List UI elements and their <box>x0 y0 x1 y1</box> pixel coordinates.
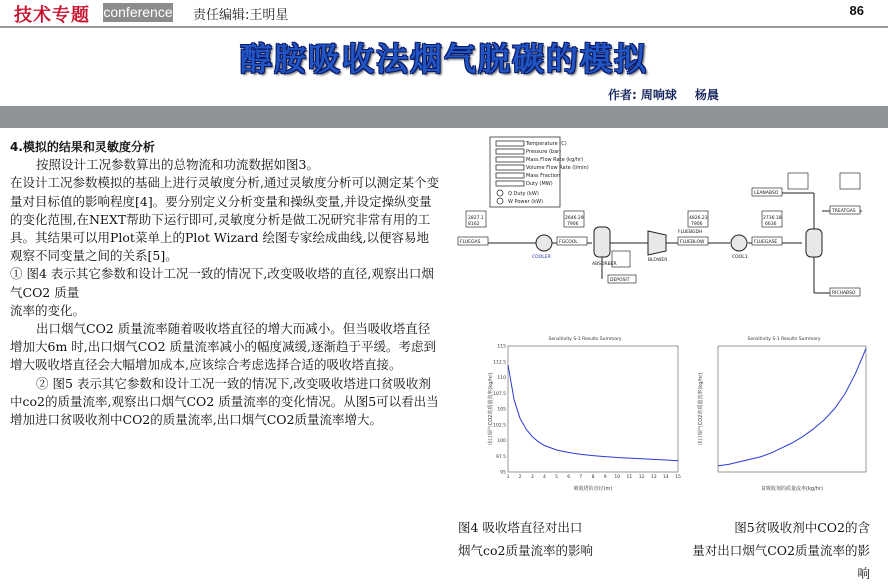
paragraph: 在设计工况参数模拟的基础上进行灵敏度分析,通过灵敏度分析可以测定某个变量对目标值的影响程度[4]。要分别定义分析变量和操纵变量,并设定操纵变量的变化范围,在NEXT帮助下运行即可,灵敏度分析是做工况研究非常有用的工具。其结果可以用Plot菜单上的Plot Wizard 绘图专家绘成曲线,以便容易地观察不同变量之间的关系[5]。 <box>10 175 439 264</box>
x-tick-label: 1 <box>506 475 510 480</box>
y-tick-label: 100 <box>497 439 506 444</box>
x-tick-label: 3 <box>530 475 534 480</box>
chart-figure4 <box>484 332 686 496</box>
legend-text: Q Duty (kW) <box>508 191 539 197</box>
x-axis-label: 贫吸收剂的质量流率(kg/hr) <box>761 486 823 492</box>
block-label: COOLER <box>532 255 551 260</box>
block-label: ABSORBER <box>592 262 617 267</box>
chart-figure5 <box>694 332 874 496</box>
x-tick-label: 9 <box>603 475 607 480</box>
paragraph: 按照设计工况参数算出的总物流和功流数据如图3。 <box>36 157 319 173</box>
section-label: 技术专题 <box>14 5 90 26</box>
stream-value: 2646.29 <box>565 216 584 221</box>
caption-line: 图5贫吸收剂中CO2的含 <box>734 520 870 535</box>
legend-text: Mass Flow Rate (kg/hr) <box>526 157 584 163</box>
editor-credit: 责任编辑:王明星 <box>193 8 289 23</box>
y-axis-label: 出口烟气CO2的质量流率(kg/hr) <box>698 372 704 446</box>
stream-value: 6636 <box>765 222 777 227</box>
y-tick-label: 112.5 <box>493 360 506 366</box>
author-line <box>608 86 737 103</box>
x-tick-label: 7 <box>579 475 583 480</box>
x-axis-label: 吸收塔的直径(m) <box>573 486 613 492</box>
stream-label: TREATGAS <box>832 209 856 214</box>
process-flowsheet <box>452 133 878 303</box>
block-label: BLOWER <box>648 258 668 263</box>
y-axis-label: 出口烟气CO2的质量流率(kg/hr) <box>488 372 494 446</box>
x-tick-label: 4 <box>542 475 546 480</box>
paragraph: 出口烟气CO2 质量流率随着吸收塔直径的增大而减小。但当吸收塔直径增加大6m 时,出口烟气CO2 质量流率减小的幅度减缓,逐渐趋于平缓。考虑到增大吸收塔直径会大幅增加成本,应该综合考虑选择合适的吸收塔直接。 <box>10 321 436 373</box>
header-band <box>0 106 888 128</box>
plot-area <box>508 346 678 472</box>
stream-value: 7906 <box>691 222 703 227</box>
figure4-caption <box>458 516 593 562</box>
x-tick-label: 12 <box>638 475 645 480</box>
x-tick-label: 5 <box>555 475 559 480</box>
article-body <box>10 138 440 429</box>
paragraph: ① 图4 表示其它参数和设计工况一致的情况下,改变吸收塔的直径,观察出口烟气CO2 质量 <box>10 266 434 300</box>
figure5-caption <box>684 516 870 585</box>
caption-line: 量对出口烟气CO2质量流率的影响 <box>692 543 870 581</box>
legend-text: W Power (kW) <box>508 199 543 205</box>
paragraph: 流率的变化。 <box>10 302 86 318</box>
caption-line: 烟气co2质量流率的影响 <box>458 543 593 558</box>
x-tick-label: 10 <box>614 475 621 480</box>
stream-label: DEPOSIT <box>610 278 630 283</box>
stream-label: FLUEBGDH <box>678 230 703 235</box>
y-tick-label: 95 <box>500 470 506 476</box>
stream-value: 7906 <box>567 222 579 227</box>
author-name: 杨晨 <box>694 88 719 102</box>
paragraph: ② 图5 表示其它参数和设计工况一致的情况下,改变吸收塔进口贫吸收剂中co2的质量流率,观察出口烟气CO2 质量流率的变化情况。从图5可以看出当增加进口贫吸收剂中CO2的质量流率,出口烟气CO2质量流率增大。 <box>10 375 439 428</box>
stream-value: 4826.23 <box>689 216 708 221</box>
section-label-en: conference <box>103 4 173 20</box>
stream-label: RICHABSO <box>832 291 856 296</box>
legend-text: Volume Flow Rate (l/min) <box>526 165 589 171</box>
stream-label: FLUEGASE <box>754 240 778 245</box>
stream-value: 8162 <box>468 222 480 227</box>
stream-label: FLUEBLOW <box>680 240 705 245</box>
y-tick-label: 115 <box>497 344 506 350</box>
stream-value: 2736.18 <box>763 216 782 221</box>
legend-text: Pressure (bar) <box>526 149 562 155</box>
x-tick-label: 8 <box>591 475 595 480</box>
y-tick-label: 97.5 <box>495 454 506 460</box>
chart-title: Sensitivity S-1 Results Summary <box>548 337 622 342</box>
author-name: 周响球 <box>640 88 677 102</box>
x-tick-label: 6 <box>567 475 571 480</box>
x-tick-label: 15 <box>675 475 681 480</box>
x-tick-label: 13 <box>650 475 657 480</box>
page-header <box>0 0 888 28</box>
stream-label: LEANABSO <box>754 191 779 196</box>
y-tick-label: 110 <box>497 376 506 381</box>
y-tick-label: 107.5 <box>493 391 506 397</box>
block-label: COOL1 <box>732 255 748 260</box>
article-title: 醇胺吸收法烟气脱碳的模拟 <box>239 40 648 78</box>
stream-label: FLUEGAS <box>460 240 481 245</box>
y-tick-label: 102.5 <box>493 423 506 429</box>
legend-text: Mass Fraction <box>526 173 561 179</box>
x-tick-label: 2 <box>518 475 522 480</box>
stream-value: 2827.1 <box>468 216 484 221</box>
plot-area <box>718 346 866 472</box>
y-tick-label: 105 <box>497 407 506 413</box>
legend-text: Temperature (C) <box>526 141 567 147</box>
page-number: 86 <box>849 3 864 18</box>
x-tick-label: 14 <box>662 475 669 480</box>
x-tick-label: 11 <box>626 475 633 480</box>
stream-label: FGCOOL <box>559 240 578 245</box>
author-label: 作者: <box>608 88 637 102</box>
section-heading: 4.模拟的结果和灵敏度分析 <box>10 140 155 154</box>
chart-title: Sensitivity S-1 Results Summary <box>747 337 821 342</box>
legend-text: Duty (MW) <box>526 181 553 187</box>
caption-line: 图4 吸收塔直径对出口 <box>458 520 583 535</box>
